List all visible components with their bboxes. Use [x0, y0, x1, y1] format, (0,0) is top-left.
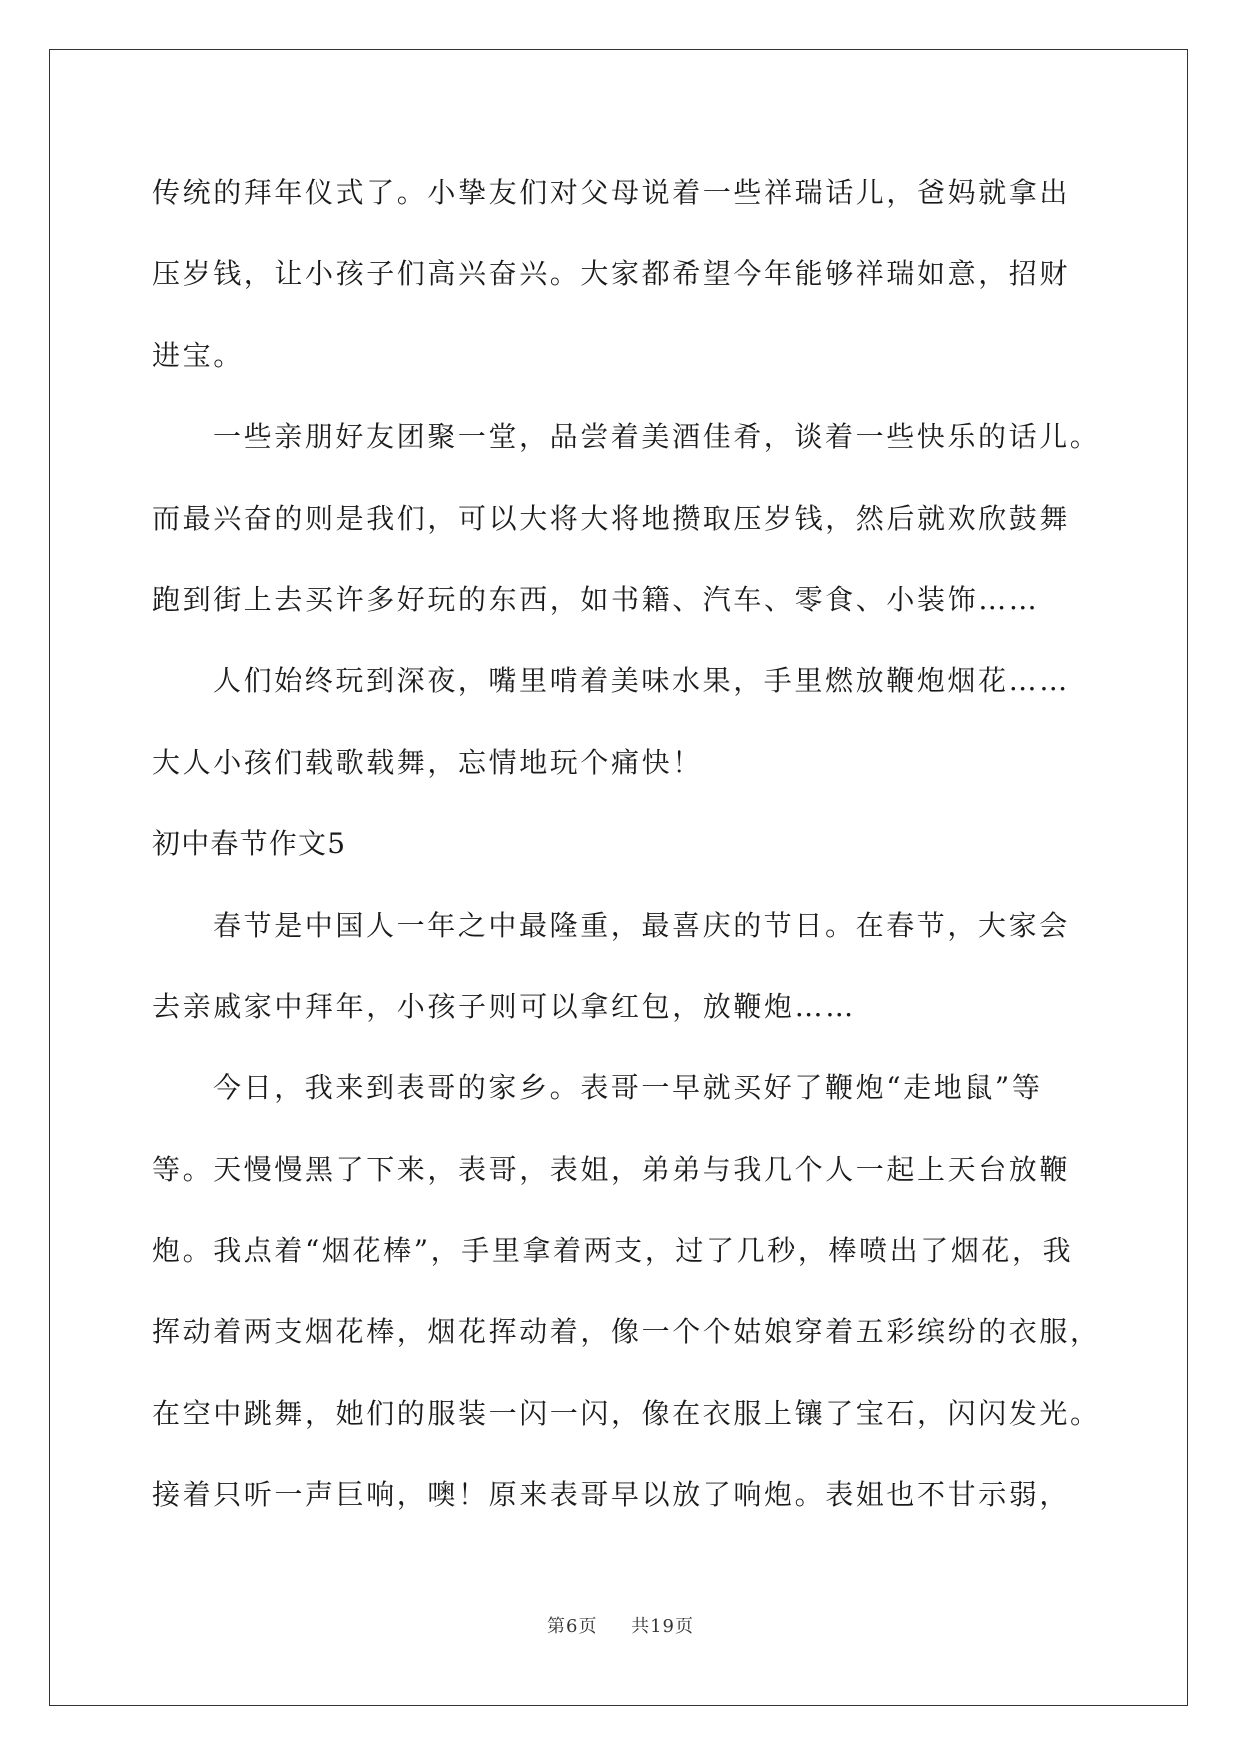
- page-total: 共19页: [631, 1616, 694, 1637]
- text-line: 在空中跳舞，她们的服装一闪一闪，像在衣服上镶了宝石，闪闪发光。: [152, 1396, 1101, 1430]
- text-line: 进宝。: [152, 338, 244, 372]
- text-line: 等。天慢慢黑了下来，表哥，表姐，弟弟与我几个人一起上天台放鞭: [152, 1152, 1071, 1186]
- paragraph-start: 一些亲朋好友团聚一堂，品尝着美酒佳肴，谈着一些快乐的话儿。: [213, 420, 1101, 454]
- text-line: 去亲戚家中拜年，小孩子则可以拿红包，放鞭炮……: [152, 989, 856, 1023]
- text-line: 传统的拜年仪式了。小挚友们对父母说着一些祥瑞话儿，爸妈就拿出: [152, 176, 1071, 209]
- paragraph-start: 人们始终玩到深夜，嘴里啃着美味水果，手里燃放鞭炮烟花……: [213, 664, 1070, 698]
- page-footer: [0, 1612, 1241, 1638]
- document-body: [152, 165, 1101, 1549]
- paragraph-start: 春节是中国人一年之中最隆重，最喜庆的节日。在春节，大家会: [213, 908, 1070, 942]
- page-spacer: [604, 1616, 624, 1637]
- paragraph-start: 今日，我来到表哥的家乡。表哥一早就买好了鞭炮“走地鼠”等: [213, 1071, 1043, 1105]
- text-line: 跑到街上去买许多好玩的东西，如书籍、汽车、零食、小装饰……: [152, 582, 1040, 616]
- section-heading: 初中春节作文5: [152, 827, 347, 861]
- text-line: 炮。我点着“烟花棒”，手里拿着两支，过了几秒，棒喷出了烟花，我: [152, 1234, 1074, 1268]
- text-line: 压岁钱，让小孩子们高兴奋兴。大家都希望今年能够祥瑞如意，招财: [152, 257, 1071, 291]
- page-number: 第6页: [547, 1616, 598, 1637]
- text-line: 接着只听一声巨响，噢！原来表哥早以放了响炮。表姐也不甘示弱，: [152, 1478, 1071, 1512]
- text-line: 挥动着两支烟花棒，烟花挥动着，像一个个姑娘穿着五彩缤纷的衣服，: [152, 1315, 1101, 1349]
- text-line: 大人小孩们载歌载舞，忘情地玩个痛快！: [152, 745, 703, 779]
- text-line: 而最兴奋的则是我们，可以大将大将地攒取压岁钱，然后就欢欣鼓舞: [152, 501, 1071, 535]
